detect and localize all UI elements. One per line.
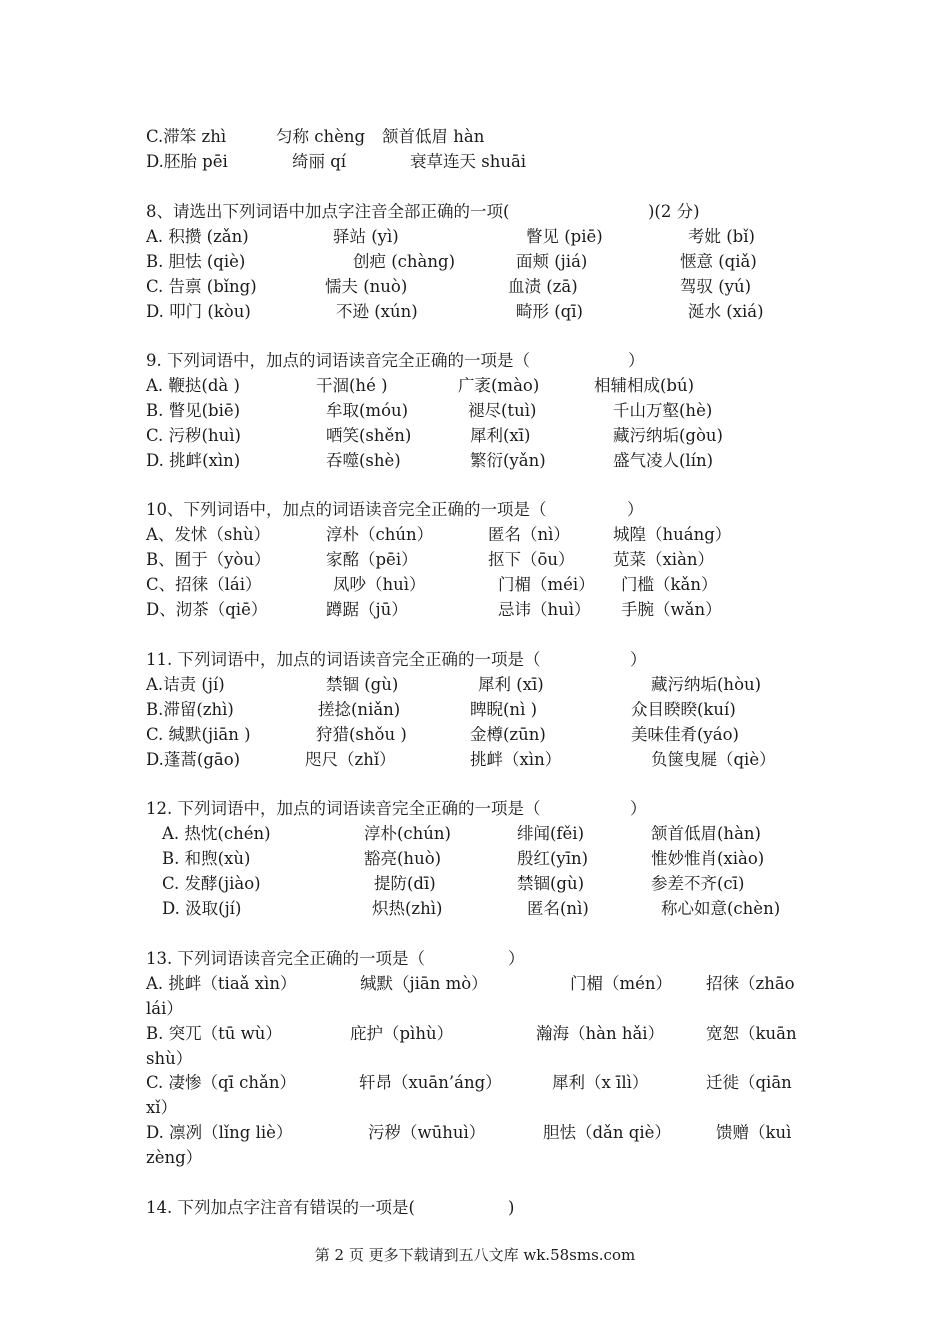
text-cell: C. 凄惨（qī chǎn） (146, 1073, 296, 1092)
text-cell: 庇护（pìhù） (350, 1024, 454, 1043)
text-cell: 干涸(hé ) (316, 376, 388, 395)
text-cell: 淳朴(chún) (364, 824, 451, 843)
text-cell: A.诘责 (jí) (146, 675, 225, 694)
text-cell: 考妣 (bǐ) (688, 227, 755, 246)
text-cell: 13. 下列词语读音完全正确的一项是（ (146, 949, 425, 968)
text-cell: 家酩（pēi） (326, 550, 418, 569)
text-cell: B. 胆怯 (qiè) (146, 252, 246, 271)
text-cell: 金樽(zūn) (470, 725, 546, 744)
text-cell: A. 积攒 (zǎn) (146, 227, 249, 246)
text-cell: 称心如意(chèn) (661, 899, 781, 918)
text-cell: )(2 分) (648, 202, 700, 221)
text-cell: 缄默（jiān mò） (360, 974, 488, 993)
text-cell: C. 缄默(jiān ) (146, 725, 251, 744)
text-cell: D.胚胎 pēi (146, 152, 228, 171)
text-cell: 美味佳肴(yáo) (631, 725, 739, 744)
text-cell: 负箧曳屣（qiè） (651, 750, 776, 769)
text-cell: 9. 下列词语中，加点的词语读音完全正确的一项是（ (146, 351, 530, 370)
text-cell: lái） (146, 999, 183, 1018)
text-cell: 匿名(nì) (527, 899, 589, 918)
text-cell: 瀚海（hàn hǎi） (536, 1024, 665, 1043)
text-cell: 犀利 (xī) (478, 675, 544, 694)
text-cell: 惟妙惟肖(xiào) (651, 849, 765, 868)
text-cell: 苋菜（xiàn） (613, 550, 715, 569)
text-cell: D. 叩门 (kòu) (146, 302, 251, 321)
text-cell: 颔首低眉(hàn) (651, 824, 761, 843)
text-cell: 不逊 (xún) (336, 302, 418, 321)
text-cell: 惬意 (qiǎ) (680, 252, 757, 271)
text-cell: C. 告禀 (bǐng) (146, 277, 257, 296)
text-cell: 禁锢 (gù) (326, 675, 399, 694)
text-cell: 广袤(mào) (458, 376, 540, 395)
text-cell: 吞噬(shè) (326, 451, 401, 470)
text-cell: 豁亮(huò) (364, 849, 442, 868)
text-cell: 淳朴（chún） (326, 525, 434, 544)
text-cell: ） (630, 650, 647, 669)
text-cell: 12. 下列词语中，加点的词语读音完全正确的一项是（ (146, 799, 541, 818)
text-cell: 血渍 (zā) (508, 277, 578, 296)
text-cell: 懦夫 (nuò) (325, 277, 408, 296)
text-cell: D. 挑衅(xìn) (146, 451, 241, 470)
text-cell: 轩昂（xuān’áng） (359, 1073, 502, 1092)
text-cell: 相辅相成(bú) (594, 376, 695, 395)
page-footer: 第 2 页 更多下载请到五八文库 wk.58sms.com (314, 1246, 636, 1264)
text-cell: ) (508, 1198, 515, 1217)
text-cell: 犀利（x īlì） (552, 1073, 649, 1092)
text-cell: 门槛（kǎn） (621, 575, 718, 594)
text-cell: B. 和煦(xù) (162, 849, 251, 868)
text-cell: xǐ） (146, 1098, 178, 1117)
text-cell: 手腕（wǎn） (621, 600, 722, 619)
text-cell: 14. 下列加点字注音有错误的一项是( (146, 1198, 415, 1217)
text-cell: D.蓬蒿(gāo) (146, 750, 241, 769)
text-cell: 参差不齐(cī) (651, 874, 745, 893)
text-cell: 城隍（huáng） (613, 525, 732, 544)
text-cell: 狩猎(shǒu ) (316, 725, 407, 744)
text-cell: 哂笑(shěn) (326, 426, 412, 445)
text-cell: D、沏茶（qiē） (146, 600, 268, 619)
text-cell: 蹲踞（jū） (326, 600, 408, 619)
text-cell: C. 发酵(jiào) (162, 874, 261, 893)
text-cell: 抠下（ōu） (488, 550, 575, 569)
text-cell: 搓捻(niǎn) (318, 700, 401, 719)
text-cell: ） (630, 799, 647, 818)
text-cell: 盛气凌人(lín) (613, 451, 714, 470)
text-cell: C.滞笨 zhì (146, 127, 227, 146)
text-cell: ） (508, 949, 525, 968)
text-cell: 创疤 (chàng) (353, 252, 456, 271)
text-cell: ） (628, 351, 645, 370)
text-cell: 犀利(xī) (470, 426, 531, 445)
text-cell: 忌讳（huì） (498, 600, 591, 619)
text-cell: ） (627, 500, 644, 519)
text-cell: 牟取(móu) (326, 401, 409, 420)
text-cell: C. 污秽(huì) (146, 426, 241, 445)
text-cell: A. 挑衅（tiaǎ xìn） (146, 974, 297, 993)
text-cell: 繁衍(yǎn) (470, 451, 546, 470)
text-cell: 面颊 (jiá) (516, 252, 588, 271)
text-cell: 迁徙（qiān (706, 1073, 792, 1092)
text-cell: A、发怵（shù） (146, 525, 271, 544)
text-cell: 藏污纳垢(gòu) (613, 426, 723, 445)
text-cell: C、招徕（lái） (146, 575, 262, 594)
text-cell: 凤吵（huì） (333, 575, 426, 594)
text-cell: 驿站 (yì) (333, 227, 399, 246)
text-cell: B. 突兀（tū wù） (146, 1024, 282, 1043)
text-cell: 颔首低眉 hàn (382, 127, 485, 146)
text-cell: 咫尺（zhǐ） (305, 750, 396, 769)
text-cell: shù） (146, 1049, 193, 1068)
text-cell: 炽热(zhì) (372, 899, 443, 918)
text-cell: 污秽（wūhuì） (368, 1123, 486, 1142)
text-cell: 宽恕（kuān (706, 1024, 797, 1043)
text-cell: 招徕（zhāo (706, 974, 795, 993)
text-cell: 10、下列词语中，加点的词语读音完全正确的一项是（ (146, 500, 547, 519)
text-cell: 藏污纳垢(hòu) (651, 675, 762, 694)
text-cell: 绯闻(fěi) (517, 824, 585, 843)
text-cell: 衰草连天 shuāi (410, 152, 527, 171)
text-cell: B. 瞥见(biē) (146, 401, 241, 420)
text-cell: A. 鞭挞(dà ) (146, 376, 240, 395)
text-cell: A. 热忱(chén) (162, 824, 271, 843)
text-cell: 驾驭 (yú) (680, 277, 752, 296)
text-cell: B、囿于（yòu） (146, 550, 271, 569)
text-cell: 馈赠（kuì (716, 1123, 792, 1142)
text-cell: D. 凛冽（lǐng liè） (146, 1123, 293, 1142)
text-cell: zèng） (146, 1148, 203, 1167)
text-cell: 禁锢(gù) (517, 874, 585, 893)
text-cell: 匀称 chèng (276, 127, 366, 146)
text-cell: 殷红(yīn) (517, 849, 589, 868)
text-cell: 门楣（méi） (498, 575, 595, 594)
text-cell: 11. 下列词语中，加点的词语读音完全正确的一项是（ (146, 650, 541, 669)
text-cell: 睥睨(nì ) (470, 700, 538, 719)
text-cell: 众目睽睽(kuí) (631, 700, 736, 719)
text-cell: 挑衅（xìn） (470, 750, 562, 769)
text-cell: 千山万壑(hè) (613, 401, 713, 420)
text-cell: 胆怯（dǎn qiè） (543, 1123, 671, 1142)
text-cell: 瞥见 (piē) (526, 227, 603, 246)
text-cell: 提防(dī) (374, 874, 436, 893)
text-cell: 匿名（nì） (488, 525, 570, 544)
text-cell: B.滞留(zhì) (146, 700, 234, 719)
text-cell: 门楣（mén） (570, 974, 673, 993)
text-cell: D. 汲取(jí) (162, 899, 242, 918)
text-cell: 8、请选出下列词语中加点字注音全部正确的一项( (146, 202, 510, 221)
text-cell: 褪尽(tuì) (468, 401, 537, 420)
text-cell: 涎水 (xiá) (688, 302, 764, 321)
text-cell: 绮丽 qí (292, 152, 347, 171)
text-cell: 畸形 (qī) (516, 302, 583, 321)
